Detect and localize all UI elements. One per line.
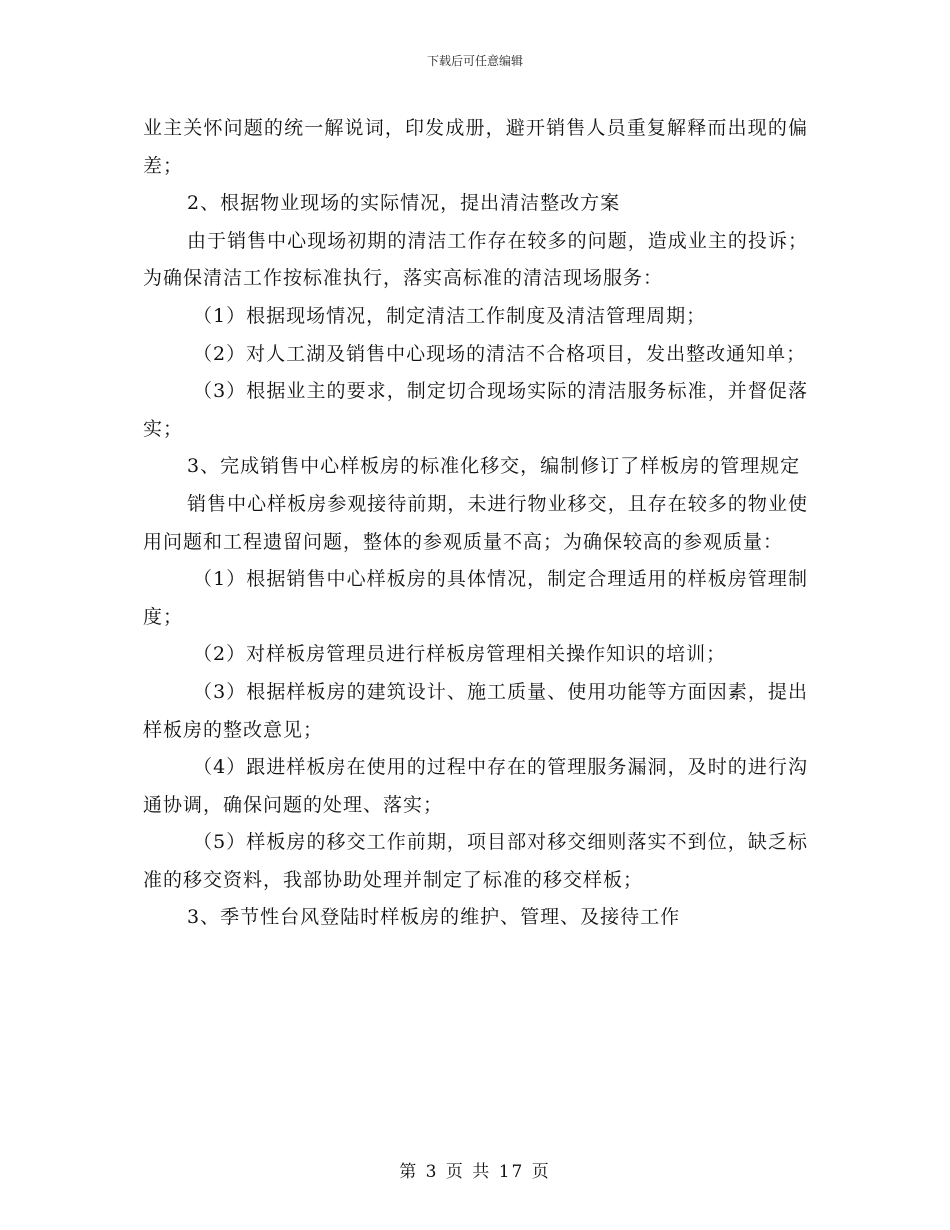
list-item: （2）对人工湖及销售中心现场的清洁不合格项目，发出整改通知单； <box>193 342 807 365</box>
list-item: （3）根据业主的要求，制定切合现场实际的清洁服务标准，并督促落实； <box>143 380 808 440</box>
list-item: （2）对样板房管理员进行样板房管理相关操作知识的培训； <box>193 643 727 666</box>
list-item: （5）样板房的移交工作前期，项目部对移交细则落实不到位，缺乏标准的移交资料，我部协助处理并制定了标准的移交样板； <box>143 831 808 891</box>
list-item: （4）跟进样板房在使用的过程中存在的管理服务漏洞，及时的进行沟通协调，确保问题的处理、落实； <box>143 756 808 816</box>
heading-3b: 3、季节性台风登陆时样板房的维护、管理、及接待工作 <box>187 906 681 929</box>
paragraph-1: 业主关怀问题的统一解说词，印发成册，避开销售人员重复解释而出现的偏差； <box>143 117 808 177</box>
list-item: （3）根据样板房的建筑设计、施工质量、使用功能等方面因素，提出样板房的整改意见； <box>143 680 808 741</box>
document-body <box>143 110 808 937</box>
paragraph-8: 销售中心样板房参观接待前期，未进行物业移交，且存在较多的物业使用问题和工程遗留问题，整体的参观质量不高；为确保较高的参观质量： <box>143 492 808 553</box>
heading-3: 3、完成销售中心样板房的标准化移交，编制修订了样板房的管理规定 <box>187 455 801 478</box>
heading-2: 2、根据物业现场的实际情况，提出清洁整改方案 <box>187 192 621 215</box>
paragraph-3: 由于销售中心现场初期的清洁工作存在较多的问题，造成业主的投诉；为确保清洁工作按标准执行，落实高标准的清洁现场服务： <box>143 229 808 290</box>
page-header: 下载后可任意编辑 <box>426 54 523 68</box>
page-number: 第 3 页 共 17 页 <box>399 1162 551 1182</box>
list-item: （1）根据现场情况，制定清洁工作制度及清洁管理周期； <box>193 304 707 327</box>
list-item: （1）根据销售中心样板房的具体情况，制定合理适用的样板房管理制度； <box>143 568 808 628</box>
